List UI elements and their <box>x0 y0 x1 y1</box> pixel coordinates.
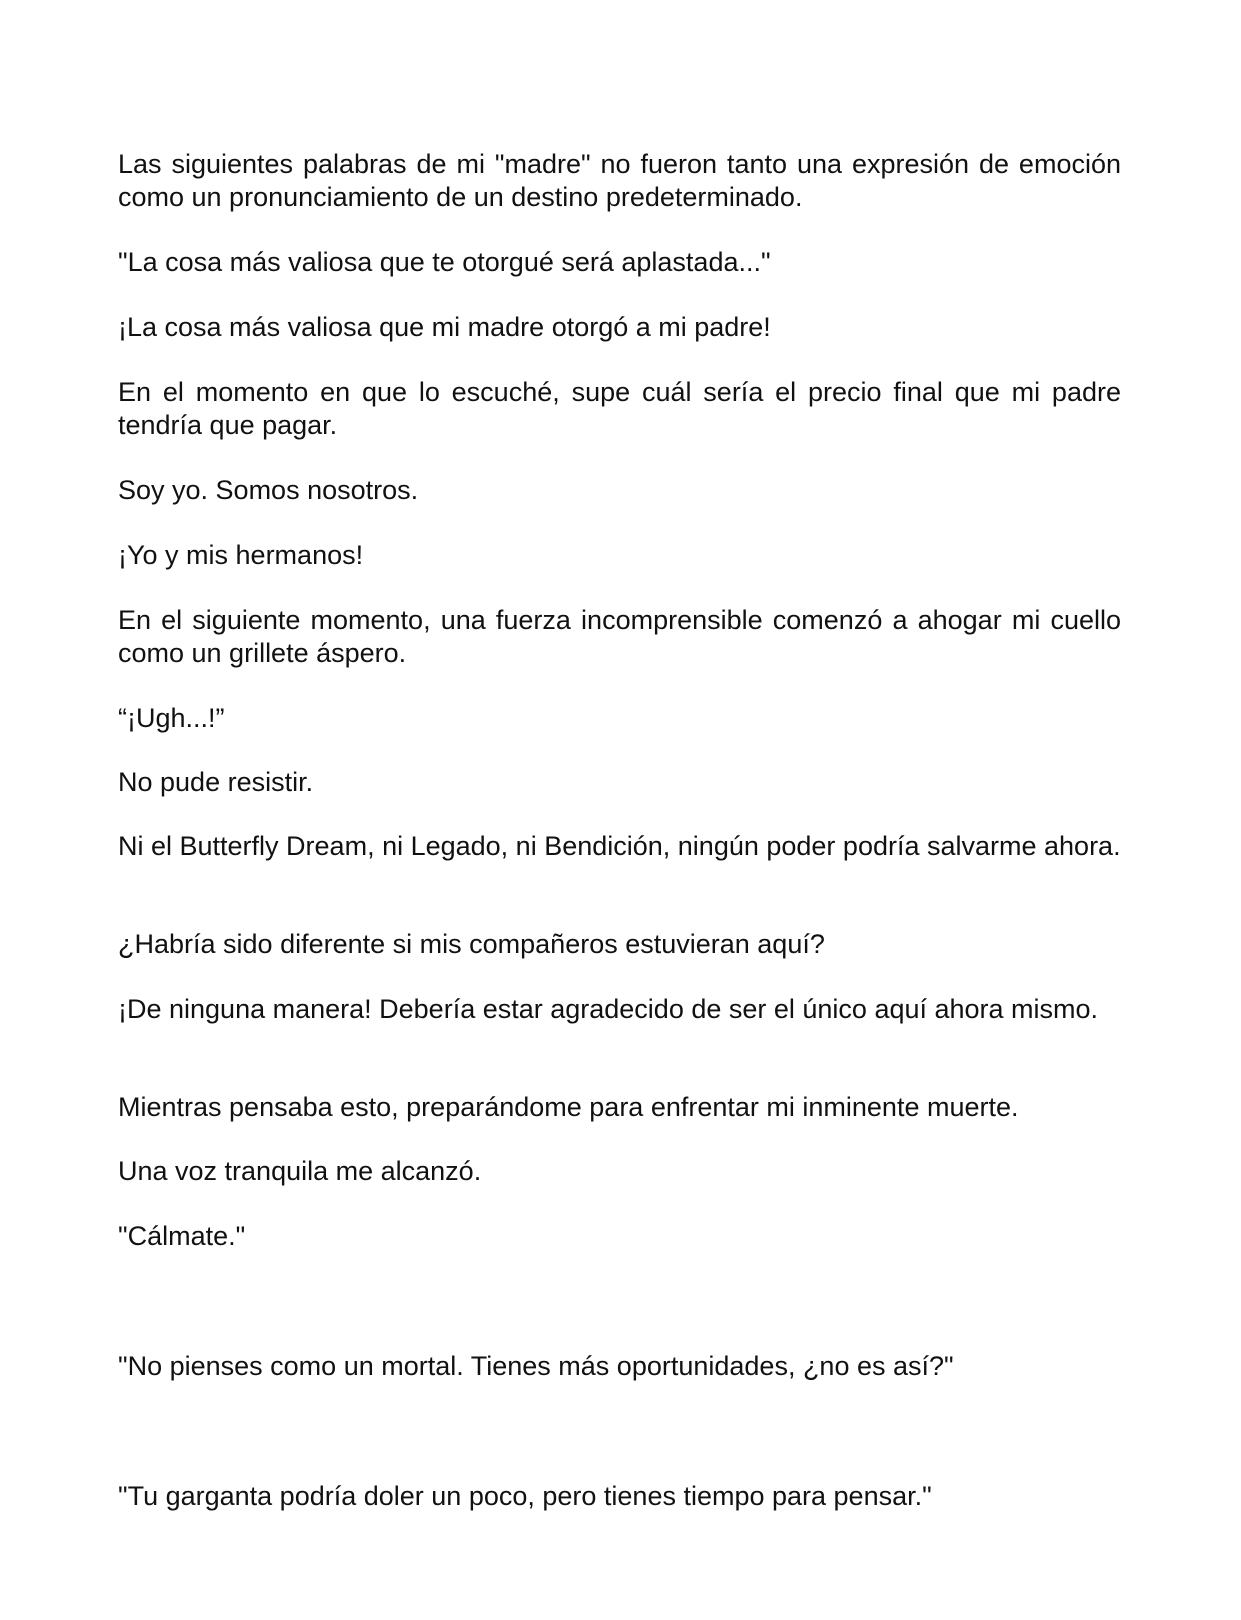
paragraph-16: "No pienses como un mortal. Tienes más oportunidades, ¿no es así?" <box>118 1351 954 1381</box>
paragraph-14: Una voz tranquila me alcanzó. <box>118 1156 482 1186</box>
paragraph-12: ¡De ninguna manera! Debería estar agradecido de ser el único aquí ahora mismo. <box>118 994 1099 1024</box>
paragraph-5: Soy yo. Somos nosotros. <box>118 475 419 505</box>
paragraph-11: ¿Habría sido diferente si mis compañeros estuvieran aquí? <box>118 929 825 959</box>
paragraph-4: En el momento en que lo escuché, supe cuál sería el precio final que mi padre tendría que pagar. <box>118 377 1121 440</box>
paragraph-3: ¡La cosa más valiosa que mi madre otorgó a mi padre! <box>118 312 771 342</box>
paragraph-2: "La cosa más valiosa que te otorgué será aplastada..." <box>118 247 771 277</box>
paragraph-15: "Cálmate." <box>118 1221 246 1251</box>
paragraph-17: "Tu garganta podría doler un poco, pero tienes tiempo para pensar." <box>118 1481 932 1511</box>
paragraph-10: Ni el Butterfly Dream, ni Legado, ni Bendición, ningún poder podría salvarme ahora. <box>118 831 1121 861</box>
paragraph-1: Las siguientes palabras de mi "madre" no fueron tanto una expresión de emoción como un pronunciamiento de un destino predeterminado. <box>118 149 1121 212</box>
paragraph-6: ¡Yo y mis hermanos! <box>118 540 364 570</box>
paragraph-13: Mientras pensaba esto, preparándome para enfrentar mi inminente muerte. <box>118 1092 1019 1122</box>
paragraph-9: No pude resistir. <box>118 767 314 797</box>
paragraph-7: En el siguiente momento, una fuerza incomprensible comenzó a ahogar mi cuello como un grillete áspero. <box>118 605 1121 668</box>
paragraph-8: “¡Ugh...!” <box>118 703 225 733</box>
